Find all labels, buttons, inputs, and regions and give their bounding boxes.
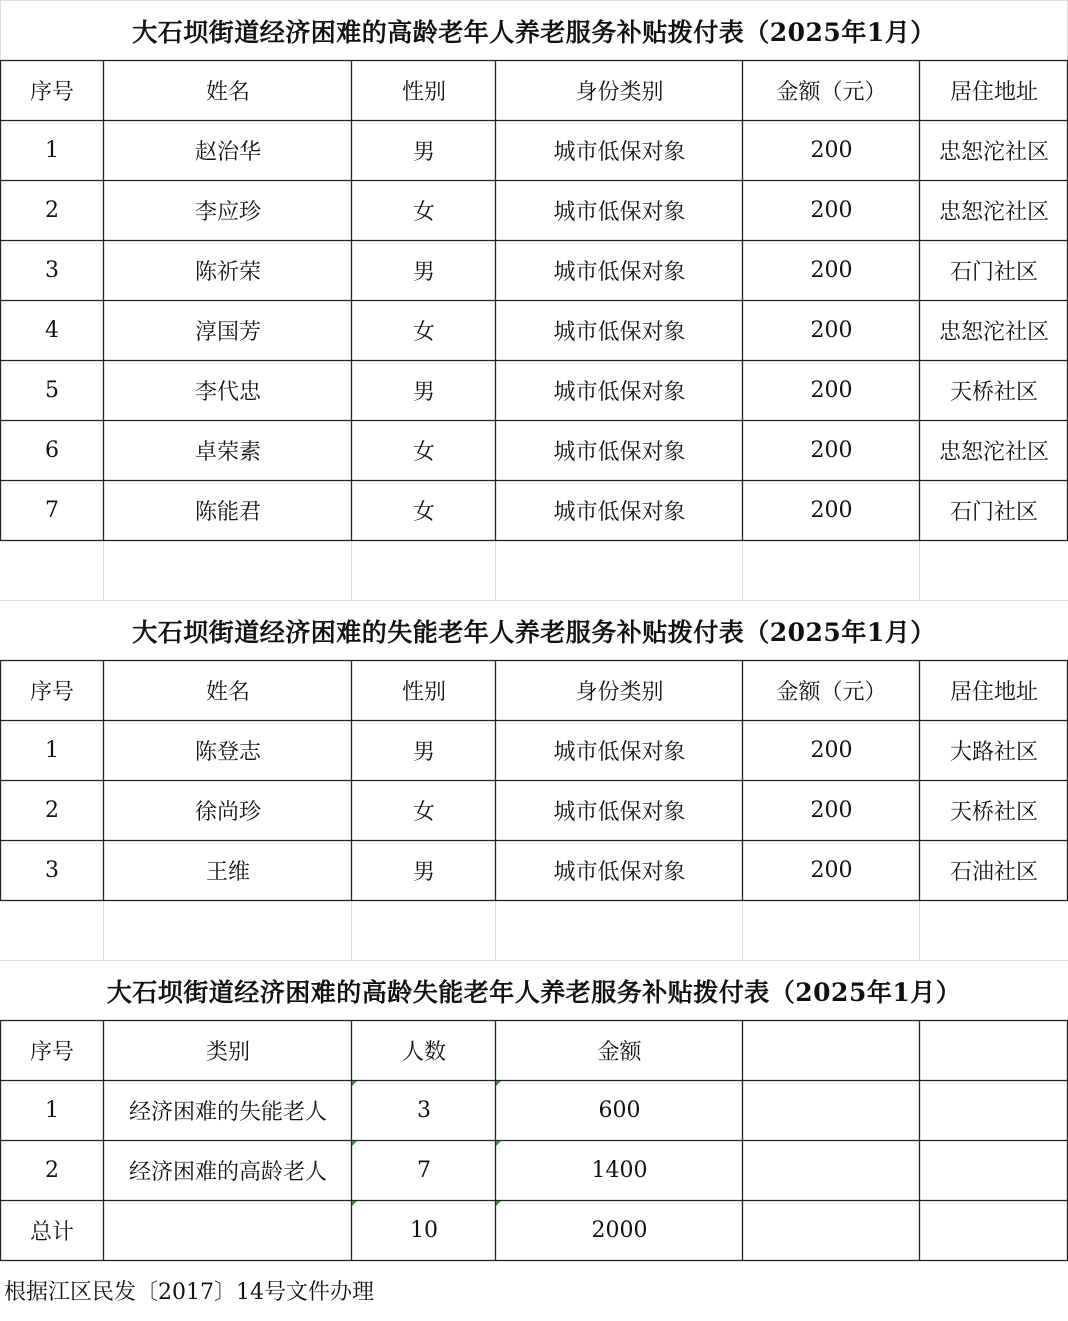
table1-cell-gender: 女 bbox=[412, 440, 435, 465]
table1-header-gender: 性别 bbox=[401, 80, 446, 105]
table1-cell-gender: 女 bbox=[412, 500, 435, 525]
table1-cell-category: 城市低保对象 bbox=[553, 440, 686, 465]
table3-header-index: 序号 bbox=[29, 1040, 74, 1065]
table3-title: 大石坝街道经济困难的高龄失能老年人养老服务补贴拨付表（2025年1月） bbox=[106, 978, 962, 1007]
table1-cell-amount: 200 bbox=[810, 378, 853, 403]
table3-cell-name: 经济困难的失能老人 bbox=[128, 1100, 327, 1125]
cell-indicator-mark bbox=[496, 1081, 501, 1086]
table1-cell-amount: 200 bbox=[810, 318, 853, 343]
table2-cell-category: 城市低保对象 bbox=[553, 740, 686, 765]
table1-cell-name: 陈祈荣 bbox=[194, 260, 261, 285]
table1-header-category: 身份类别 bbox=[575, 80, 664, 105]
table2-cell-amount: 200 bbox=[810, 738, 853, 763]
table2-cell-address: 石油社区 bbox=[949, 860, 1038, 885]
table1-cell-name: 赵治华 bbox=[194, 140, 261, 165]
table2-cell-address: 大路社区 bbox=[949, 740, 1038, 765]
table3-cell-address bbox=[920, 1141, 1068, 1200]
table1-cell-address: 石门社区 bbox=[949, 260, 1038, 285]
table2-cell-index: 3 bbox=[45, 858, 59, 883]
table1-cell-gender: 男 bbox=[412, 380, 435, 405]
table3-cell-index: 1 bbox=[45, 1098, 59, 1123]
table3-cell-amount bbox=[743, 1081, 920, 1140]
table3-cell-gender: 3 bbox=[417, 1098, 431, 1123]
table1-cell-address: 忠恕沱社区 bbox=[938, 200, 1049, 225]
table2-cell-amount: 200 bbox=[810, 858, 853, 883]
table3-header-amount bbox=[743, 1021, 920, 1080]
table3-cell-name: 经济困难的高龄老人 bbox=[128, 1160, 327, 1185]
cell-indicator-mark bbox=[496, 1201, 501, 1206]
table2-cell-address: 天桥社区 bbox=[949, 800, 1038, 825]
table3-header-gender: 人数 bbox=[401, 1040, 446, 1065]
table1-cell-index: 2 bbox=[45, 198, 59, 223]
table1-cell-index: 7 bbox=[45, 498, 59, 523]
table1-cell-index: 4 bbox=[45, 318, 59, 343]
table1-cell-gender: 女 bbox=[412, 320, 435, 345]
table3-cell-category: 600 bbox=[598, 1098, 641, 1123]
table1-cell-gender: 男 bbox=[412, 260, 435, 285]
table1-cell-index: 1 bbox=[45, 138, 59, 163]
table3-header-name: 类别 bbox=[205, 1040, 250, 1065]
table1-cell-amount: 200 bbox=[810, 198, 853, 223]
table1-header-address: 居住地址 bbox=[949, 80, 1038, 105]
table3-cell-address bbox=[920, 1081, 1068, 1140]
table1-header-name: 姓名 bbox=[205, 80, 250, 105]
table3-cell-amount bbox=[743, 1201, 920, 1260]
table2-title: 大石坝街道经济困难的失能老年人养老服务补贴拨付表（2025年1月） bbox=[132, 618, 936, 647]
table2-header-index: 序号 bbox=[29, 680, 74, 705]
table1-cell-gender: 女 bbox=[412, 200, 435, 225]
table1-cell-amount: 200 bbox=[810, 438, 853, 463]
table2-header-name: 姓名 bbox=[205, 680, 250, 705]
cell-indicator-mark bbox=[352, 1201, 357, 1206]
table3-cell-gender: 10 bbox=[410, 1218, 438, 1243]
table1-cell-amount: 200 bbox=[810, 498, 853, 523]
table3-cell-amount bbox=[743, 1141, 920, 1200]
table2-cell-name: 王维 bbox=[205, 860, 250, 885]
table2-cell-gender: 男 bbox=[412, 860, 435, 885]
table2-cell-category: 城市低保对象 bbox=[553, 860, 686, 885]
table3-cell-index: 2 bbox=[45, 1158, 59, 1183]
table1-header-index: 序号 bbox=[29, 80, 74, 105]
table2-cell-index: 1 bbox=[45, 738, 59, 763]
table1-cell-name: 李代忠 bbox=[194, 380, 261, 405]
table2-cell-gender: 男 bbox=[412, 740, 435, 765]
table3-cell-category: 1400 bbox=[591, 1158, 648, 1183]
table2-header-address: 居住地址 bbox=[949, 680, 1038, 705]
table1-cell-index: 3 bbox=[45, 258, 59, 283]
table1-cell-name: 卓荣素 bbox=[194, 440, 261, 465]
table2-header-category: 身份类别 bbox=[575, 680, 664, 705]
table1-cell-index: 5 bbox=[45, 378, 59, 403]
table2-header-gender: 性别 bbox=[401, 680, 446, 705]
table3-cell-category: 2000 bbox=[591, 1218, 648, 1243]
table1-cell-amount: 200 bbox=[810, 138, 853, 163]
table1-header-amount: 金额（元） bbox=[776, 80, 887, 105]
table2-header-amount: 金额（元） bbox=[776, 680, 887, 705]
table1-cell-category: 城市低保对象 bbox=[553, 320, 686, 345]
table1-cell-address: 忠恕沱社区 bbox=[938, 440, 1049, 465]
table2-cell-amount: 200 bbox=[810, 798, 853, 823]
table1-cell-amount: 200 bbox=[810, 258, 853, 283]
table1-cell-category: 城市低保对象 bbox=[553, 140, 686, 165]
table1-title: 大石坝街道经济困难的高龄老年人养老服务补贴拨付表（2025年1月） bbox=[132, 18, 936, 47]
table1-cell-category: 城市低保对象 bbox=[553, 380, 686, 405]
cell-indicator-mark bbox=[352, 1141, 357, 1146]
table1-cell-name: 淳国芳 bbox=[194, 320, 261, 345]
table3-header-category: 金额 bbox=[597, 1040, 642, 1065]
table1-cell-category: 城市低保对象 bbox=[553, 260, 686, 285]
table1-cell-category: 城市低保对象 bbox=[553, 500, 686, 525]
table1-cell-address: 忠恕沱社区 bbox=[938, 320, 1049, 345]
table2-cell-gender: 女 bbox=[412, 800, 435, 825]
cell-indicator-mark bbox=[352, 1081, 357, 1086]
table1-cell-address: 忠恕沱社区 bbox=[938, 140, 1049, 165]
table1-cell-category: 城市低保对象 bbox=[553, 200, 686, 225]
table2-cell-index: 2 bbox=[45, 798, 59, 823]
footnote: 根据江区民发〔2017〕14号文件办理 bbox=[4, 1280, 374, 1305]
table3-cell-gender: 7 bbox=[417, 1158, 431, 1183]
table2-cell-name: 陈登志 bbox=[194, 740, 261, 765]
table3-cell-address bbox=[920, 1201, 1068, 1260]
table1-cell-name: 陈能君 bbox=[194, 500, 261, 525]
table3-header-address bbox=[920, 1021, 1068, 1080]
table1-cell-address: 天桥社区 bbox=[949, 380, 1038, 405]
table1-cell-index: 6 bbox=[45, 438, 59, 463]
table2-cell-category: 城市低保对象 bbox=[553, 800, 686, 825]
table1-cell-address: 石门社区 bbox=[949, 500, 1038, 525]
table2-cell-name: 徐尚珍 bbox=[194, 800, 261, 825]
table1-cell-gender: 男 bbox=[412, 140, 435, 165]
table3-cell-name bbox=[104, 1201, 352, 1260]
cell-indicator-mark bbox=[496, 1141, 501, 1146]
table1-cell-name: 李应珍 bbox=[194, 200, 261, 225]
table3-cell-index: 总计 bbox=[29, 1220, 74, 1245]
